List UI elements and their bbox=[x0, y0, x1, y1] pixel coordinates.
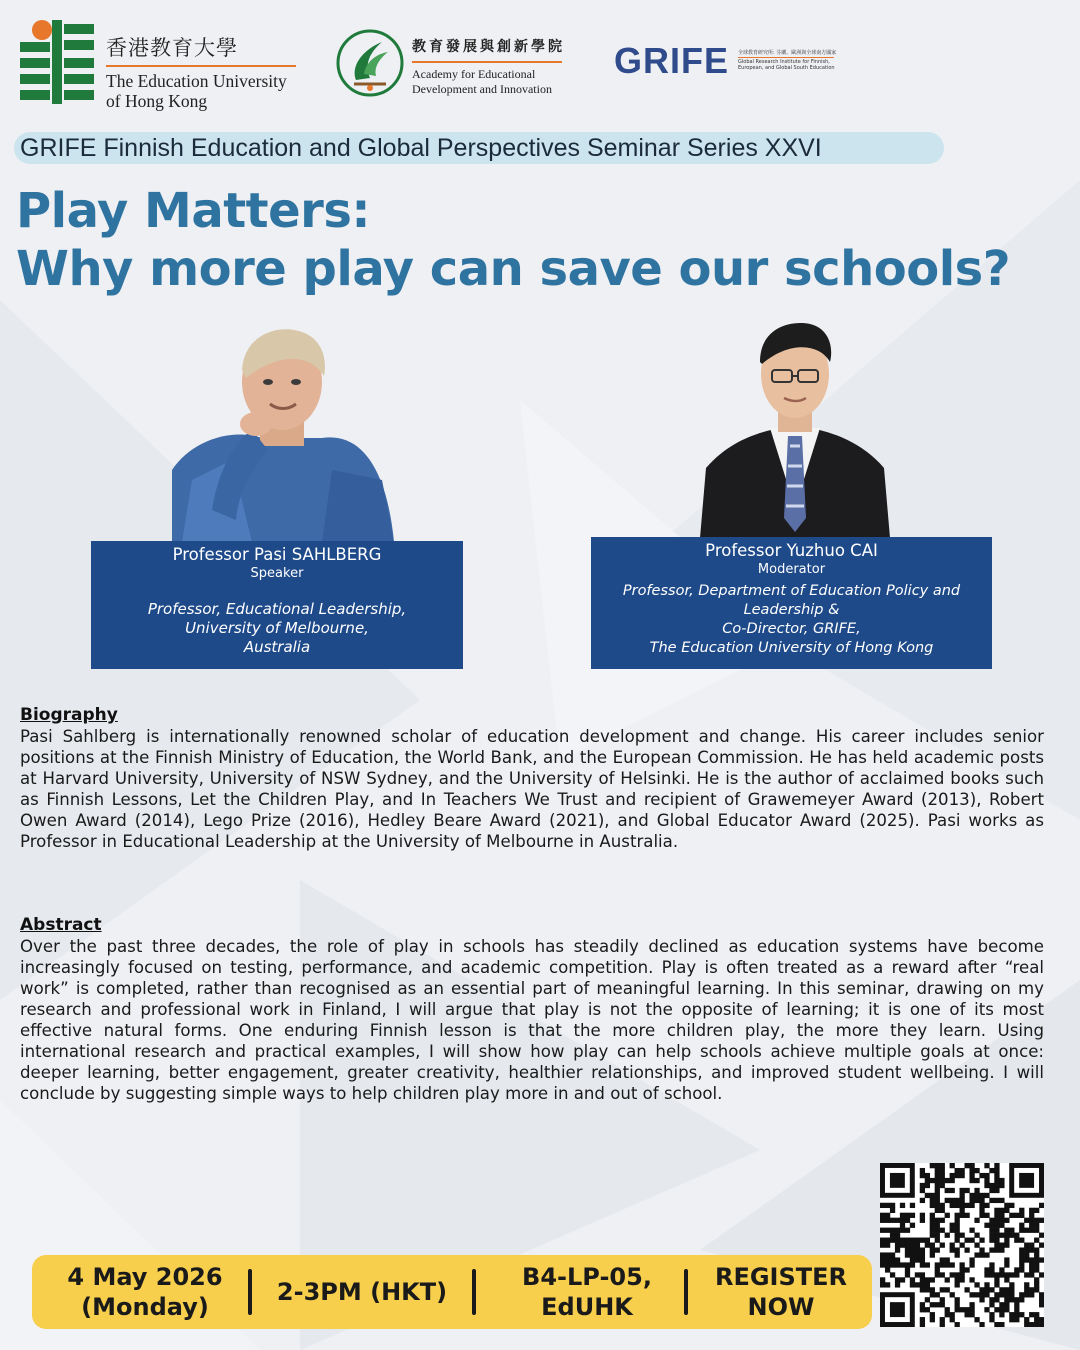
biography-text: Pasi Sahlberg is internationally renowned scholar of education development and change. His career includes senior positions at the Finnish Ministry of Education, the World Bank, and the European Commission. He has held academic posts at Harvard University, University of NSW Sydney, and the University of Helsinki. He is the author of acclaimed books such as Finnish Lessons, Let the Children Play, and In Teachers We Trust and recipient of Grawemeyer Award (2013), Robert Owen Award (2014), Lego Prize (2016), Hedley Beare Award (2021), and Global Educator Award (2025). Pasi works as Professor in Educational Leadership at the University of Melbourne in Australia. bbox=[20, 727, 1044, 851]
aedi-logo bbox=[336, 28, 576, 102]
aedi-name-en-line2: Development and Innovation bbox=[412, 81, 552, 96]
moderator-card bbox=[591, 537, 992, 669]
speaker-photo bbox=[172, 320, 394, 542]
speaker-role: Speaker bbox=[250, 566, 304, 581]
register-line2: NOW bbox=[747, 1293, 815, 1321]
series-banner: GRIFE Finnish Education and Global Perspectives Seminar Series XXVI bbox=[14, 132, 944, 164]
grife-logo bbox=[610, 40, 840, 90]
grife-side-en: Global Research Institute for Finnish, European, and Global South Education bbox=[738, 59, 835, 71]
footer-divider bbox=[248, 1269, 252, 1315]
eduhk-name-zh: 香港教育大學 bbox=[106, 36, 238, 60]
event-date-line: 4 May 2026 bbox=[67, 1263, 223, 1291]
speaker-name: Professor Pasi SAHLBERG bbox=[172, 545, 382, 564]
register-line1: REGISTER bbox=[714, 1263, 848, 1291]
footer-divider bbox=[472, 1269, 476, 1315]
aedi-name-en-line1: Academy for Educational bbox=[412, 66, 536, 81]
event-info-bar bbox=[32, 1255, 872, 1329]
eduhk-name-en-line1: The Education University bbox=[106, 71, 287, 91]
event-venue bbox=[492, 1262, 682, 1322]
event-day-line: (Monday) bbox=[81, 1293, 209, 1321]
speaker-affiliation-line3: Australia bbox=[243, 638, 311, 656]
event-date bbox=[50, 1262, 240, 1322]
grife-name: GRIFE bbox=[614, 40, 730, 81]
moderator-affiliation-line2: Leadership & bbox=[743, 602, 840, 618]
moderator-role: Moderator bbox=[757, 562, 826, 577]
title-line2: Why more play can save our schools? bbox=[16, 241, 1011, 297]
moderator-affiliation-line3: Co-Director, GRIFE, bbox=[722, 621, 861, 637]
grife-divider bbox=[738, 57, 834, 58]
eduhk-logo bbox=[20, 20, 300, 111]
moderator-name: Professor Yuzhuo CAI bbox=[705, 541, 878, 560]
aedi-name-zh: 教育發展與創新學院 bbox=[412, 39, 565, 55]
page-title bbox=[16, 182, 1066, 298]
abstract-section bbox=[20, 915, 1044, 1104]
abstract-heading: Abstract bbox=[20, 915, 102, 935]
aedi-emblem-icon bbox=[336, 28, 404, 98]
eduhk-divider bbox=[106, 65, 296, 67]
speaker-affiliation-line2: University of Melbourne, bbox=[185, 619, 369, 637]
moderator-photo bbox=[700, 318, 890, 538]
abstract-text: Over the past three decades, the role of play in schools has steadily declined as education systems have become increasingly focused on testing, performance, and academic competition. Play is often treated as a reward after “real work” is completed, rather than recognised as an essential part of meaningful learning. In this seminar, drawing on my research and professional work in Finland, I will argue that play is not the opposite of learning; it is one of its most effective natural forms. One enduring Finnish lesson is that the more children play, the more they learn. Using international research and practical examples, I will show how play can help schools achieve multiple goals at once: deeper learning, better engagement, greater creativity, healthier relationships, and improved student wellbeing. I will conclude by suggesting simple ways to help children play more in and out of school. bbox=[20, 937, 1044, 1103]
eduhk-emblem-icon bbox=[20, 20, 94, 104]
event-venue-line2: EdUHK bbox=[541, 1293, 633, 1321]
aedi-divider bbox=[412, 61, 562, 63]
speaker-affiliation-line1: Professor, Educational Leadership, bbox=[147, 600, 407, 618]
registration-qr-code[interactable] bbox=[880, 1163, 1044, 1327]
register-now-button[interactable] bbox=[702, 1262, 860, 1322]
event-time: 2-3PM (HKT) bbox=[276, 1278, 448, 1306]
moderator-affiliation-line1: Professor, Department of Education Policy and bbox=[622, 583, 961, 599]
biography-section bbox=[20, 705, 1044, 852]
speaker-card bbox=[91, 541, 463, 669]
grife-side-zh: 全球教育研究所: 芬蘭、歐洲與全球南方國家 bbox=[738, 50, 837, 56]
event-venue-line1: B4-LP-05, bbox=[522, 1263, 652, 1291]
moderator-affiliation-line4: The Education University of Hong Kong bbox=[649, 640, 934, 656]
eduhk-name-en-line2: of Hong Kong bbox=[106, 91, 208, 111]
title-line1: Play Matters: bbox=[16, 183, 371, 239]
footer-divider bbox=[684, 1269, 688, 1315]
biography-heading: Biography bbox=[20, 705, 118, 725]
